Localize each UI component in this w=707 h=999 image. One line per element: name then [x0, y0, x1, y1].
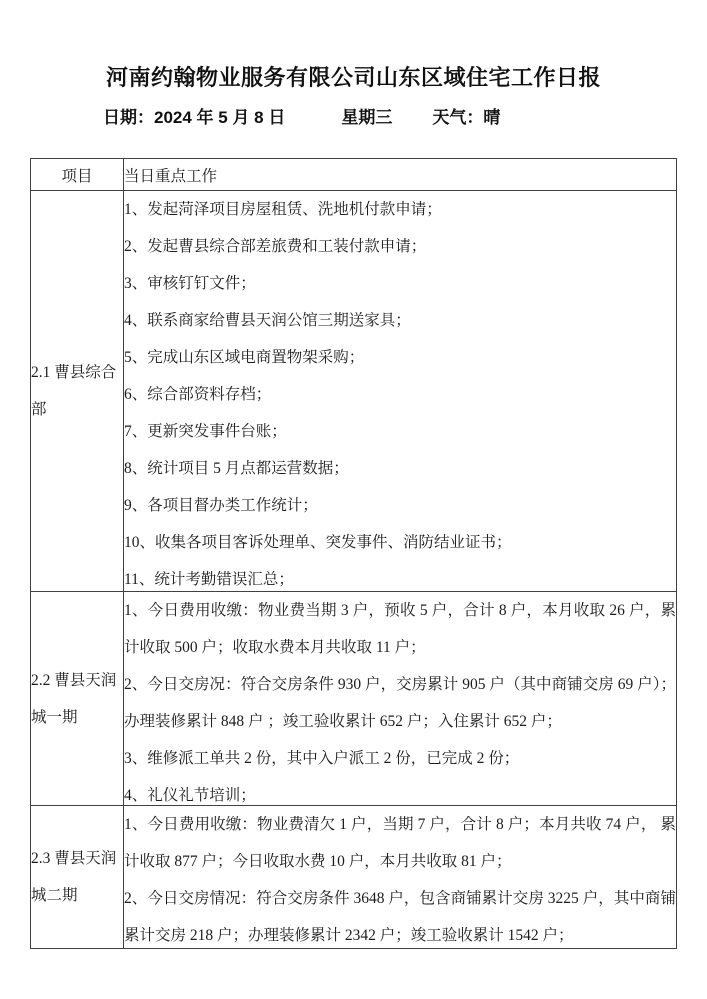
column-header-work: 当日重点工作 — [124, 159, 677, 191]
work-items-cell — [124, 191, 677, 592]
work-items-list — [124, 806, 676, 948]
page-title: 河南约翰物业服务有限公司山东区域住宅工作日报 — [105, 65, 601, 90]
work-item: 2、今日交房情况：符合交房条件 3648 户，包含商铺累计交房 3225 户，其中商铺累计交房 218 户；办理装修累计 2342 户；竣工验收累计 1542 户； — [124, 890, 676, 944]
table-header-row — [31, 159, 677, 191]
work-items-cell — [124, 806, 677, 949]
work-item: 1、今日费用收缴：物业费清欠 1 户，当期 7 户，合计 8 户；本月共收 74 户， 累计收取 877 户；今日收取水费 10 户，本月共收取 81 户； — [124, 816, 676, 870]
work-item: 7、更新突发事件台账； — [124, 423, 287, 440]
project-cell: 2.1 曹县综合部 — [31, 191, 124, 592]
dateline — [103, 107, 707, 129]
project-cell: 2.2 曹县天润城一期 — [31, 592, 124, 806]
work-item: 3、审核钉钉文件； — [124, 275, 256, 292]
work-item: 11、统计考勤错误汇总； — [124, 571, 294, 588]
work-item: 1、今日费用收缴：物业费当期 3 户，预收 5 户，合计 8 户，本月收取 26 户，累计收取 500 户；收取水费本月共收取 11 户； — [124, 602, 676, 656]
work-items-cell — [124, 592, 677, 806]
project-cell: 2.3 曹县天润城二期 — [31, 806, 124, 949]
work-item: 6、综合部资料存档； — [124, 386, 272, 403]
work-items-list — [124, 592, 676, 805]
work-item: 5、完成山东区域电商置物架采购； — [124, 349, 365, 366]
work-item: 4、联系商家给曹县天润公馆三期送家具； — [124, 312, 411, 329]
work-items-list — [124, 191, 676, 591]
table-row-tianrun-phase1 — [31, 592, 677, 806]
weather-text: 天气：晴 — [432, 108, 501, 127]
work-item: 10、收集各项目客诉处理单、突发事件、消防结业证书； — [124, 534, 512, 551]
work-item: 8、统计项目 5 月点都运营数据； — [124, 460, 349, 477]
work-item: 4、礼仪礼节培训； — [124, 787, 256, 804]
table-row-tianrun-phase2 — [31, 806, 677, 949]
work-item: 3、维修派工单共 2 份，其中入户派工 2 份，已完成 2 份； — [124, 750, 520, 767]
weekday-text: 星期三 — [341, 108, 393, 127]
work-item: 9、各项目督办类工作统计； — [124, 497, 318, 514]
work-item: 1、发起菏泽项目房屋租赁、洗地机付款申请； — [124, 201, 442, 218]
work-item: 2、今日交房况：符合交房条件 930 户，交房累计 905 户（其中商铺交房 69 户）；办理装修累计 848 户 ；竣工验收累计 652 户；入住累计 652 户； — [124, 676, 676, 730]
daily-report-table — [30, 158, 677, 949]
date-text: 日期：2024 年 5 月 8 日 — [103, 108, 286, 127]
work-item: 2、发起曹县综合部差旅费和工装付款申请； — [124, 238, 427, 255]
column-header-project: 项目 — [31, 159, 124, 191]
table-row-caoxian-zonghebu — [31, 191, 677, 592]
